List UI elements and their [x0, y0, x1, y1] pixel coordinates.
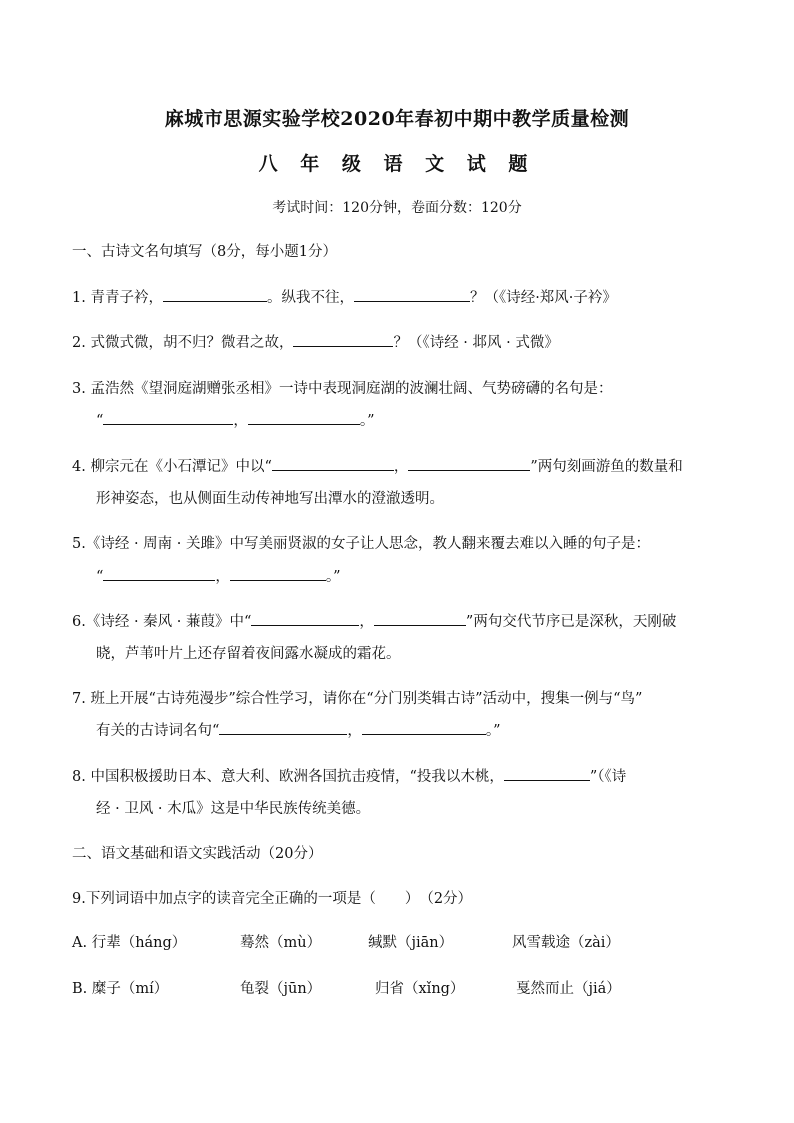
question-6-line-2: 晓，芦苇叶片上还存留着夜间露水凝成的霜花。 — [96, 646, 401, 662]
q1-text-a: 1. 青青子衿， — [72, 290, 163, 306]
q3-blank-2[interactable] — [248, 422, 360, 425]
option-b-item-3: 归省（xǐng） — [375, 981, 465, 997]
question-7: 7. 班上开展“古诗苑漫步”综合性学习，请你在“分门别类辑古诗”活动中，搜集一例与“鸟” — [72, 691, 643, 707]
q4-text-b: ”两句刻画游鱼的数量和 — [530, 459, 683, 475]
question-3-answer-line — [96, 409, 375, 430]
q3-close-quote: 。” — [359, 413, 375, 429]
option-b-item-2: 龟裂（jūn） — [240, 981, 322, 997]
question-3: 3. 孟浩然《望洞庭湖赠张丞相》一诗中表现洞庭湖的波澜壮阔、气势磅礴的名句是： — [72, 381, 613, 397]
section1-heading: 一、古诗文名句填写（8分，每小题1分） — [72, 244, 337, 260]
q2-text-a: 2. 式微式微，胡不归？微君之故， — [72, 335, 294, 351]
q7-comma: ， — [347, 723, 362, 739]
option-a-item-1: A. 行辈（háng） — [72, 935, 187, 951]
q1-text-c: ？（《诗经·郑风·子衿》 — [469, 290, 617, 306]
q6-text-a: 6.《诗经 · 秦风 · 蒹葭》中“ — [72, 614, 252, 630]
q3-open-quote: “ — [96, 413, 104, 429]
q4-blank-1[interactable] — [272, 468, 394, 471]
q3-blank-1[interactable] — [103, 422, 233, 425]
q5-close-quote: 。” — [325, 569, 341, 585]
q2-blank-1[interactable] — [293, 344, 393, 347]
question-4 — [72, 455, 683, 476]
option-a-item-3: 缄默（jiān） — [368, 935, 454, 951]
question-2 — [72, 331, 559, 352]
q5-blank-1[interactable] — [103, 578, 215, 581]
q7-text-a: 有关的古诗词名句“ — [96, 723, 220, 739]
question-8 — [72, 765, 626, 786]
q6-text-b: ”两句交代节序已是深秋，天刚破 — [465, 614, 677, 630]
q4-comma: ， — [393, 459, 409, 475]
q6-blank-1[interactable] — [251, 623, 359, 626]
option-a-item-4: 风雪载途（zài） — [512, 935, 620, 951]
q3-comma: ， — [233, 413, 248, 429]
section2-heading: 二、语文基础和语文实践活动（20分） — [72, 846, 323, 862]
q2-text-b: ？（《诗经 · 邶风 · 式微》 — [393, 335, 559, 351]
question-9: 9.下列词语中加点字的读音完全正确的一项是（ ） （2分） — [72, 891, 473, 907]
option-b-item-1: B. 糜子（mí） — [72, 981, 169, 997]
q7-blank-1[interactable] — [219, 732, 347, 735]
q4-text-a: 4. 柳宗元在《小石潭记》中以“ — [72, 459, 272, 475]
question-1 — [72, 286, 617, 307]
question-8-line-2: 经 · 卫风 · 木瓜》这是中华民族传统美德。 — [96, 801, 371, 817]
question-5-answer-line — [96, 565, 341, 586]
q1-text-b: 。纵我不往， — [266, 290, 354, 306]
q6-blank-2[interactable] — [374, 623, 466, 626]
page-title: 麻城市思源实验学校2020年春初中期中教学质量检测 — [164, 108, 630, 130]
exam-info: 考试时间：120分钟，卷面分数：120分 — [272, 200, 522, 216]
question-4-line-2: 形神姿态，也从侧面生动传神地写出潭水的澄澈透明。 — [96, 491, 444, 507]
q8-text-a: 8. 中国积极援助日本、意大利、欧洲各国抗击疫情，“投我以木桃， — [72, 769, 504, 785]
page-subtitle: 八 年 级 语 文 试 题 — [258, 153, 536, 175]
q5-open-quote: “ — [96, 569, 104, 585]
question-6 — [72, 610, 676, 631]
q5-comma: ， — [215, 569, 230, 585]
q7-blank-2[interactable] — [362, 732, 486, 735]
q4-blank-2[interactable] — [408, 468, 530, 471]
q1-blank-2[interactable] — [354, 299, 470, 302]
q1-blank-1[interactable] — [163, 299, 267, 302]
question-7-answer-line — [96, 719, 501, 740]
option-b-item-4: 戛然而止（jiá） — [516, 981, 621, 997]
option-a-item-2: 蓦然（mù） — [240, 935, 322, 951]
q8-text-b: ”（《诗 — [589, 769, 627, 785]
q5-blank-2[interactable] — [230, 578, 326, 581]
q8-blank-1[interactable] — [504, 778, 590, 781]
question-5: 5.《诗经 · 周南 · 关雎》中写美丽贤淑的女子让人思念，教人翻来覆去难以入睡的句子是： — [72, 536, 650, 552]
q7-close-quote: 。” — [485, 723, 501, 739]
q6-comma: ， — [359, 614, 374, 630]
